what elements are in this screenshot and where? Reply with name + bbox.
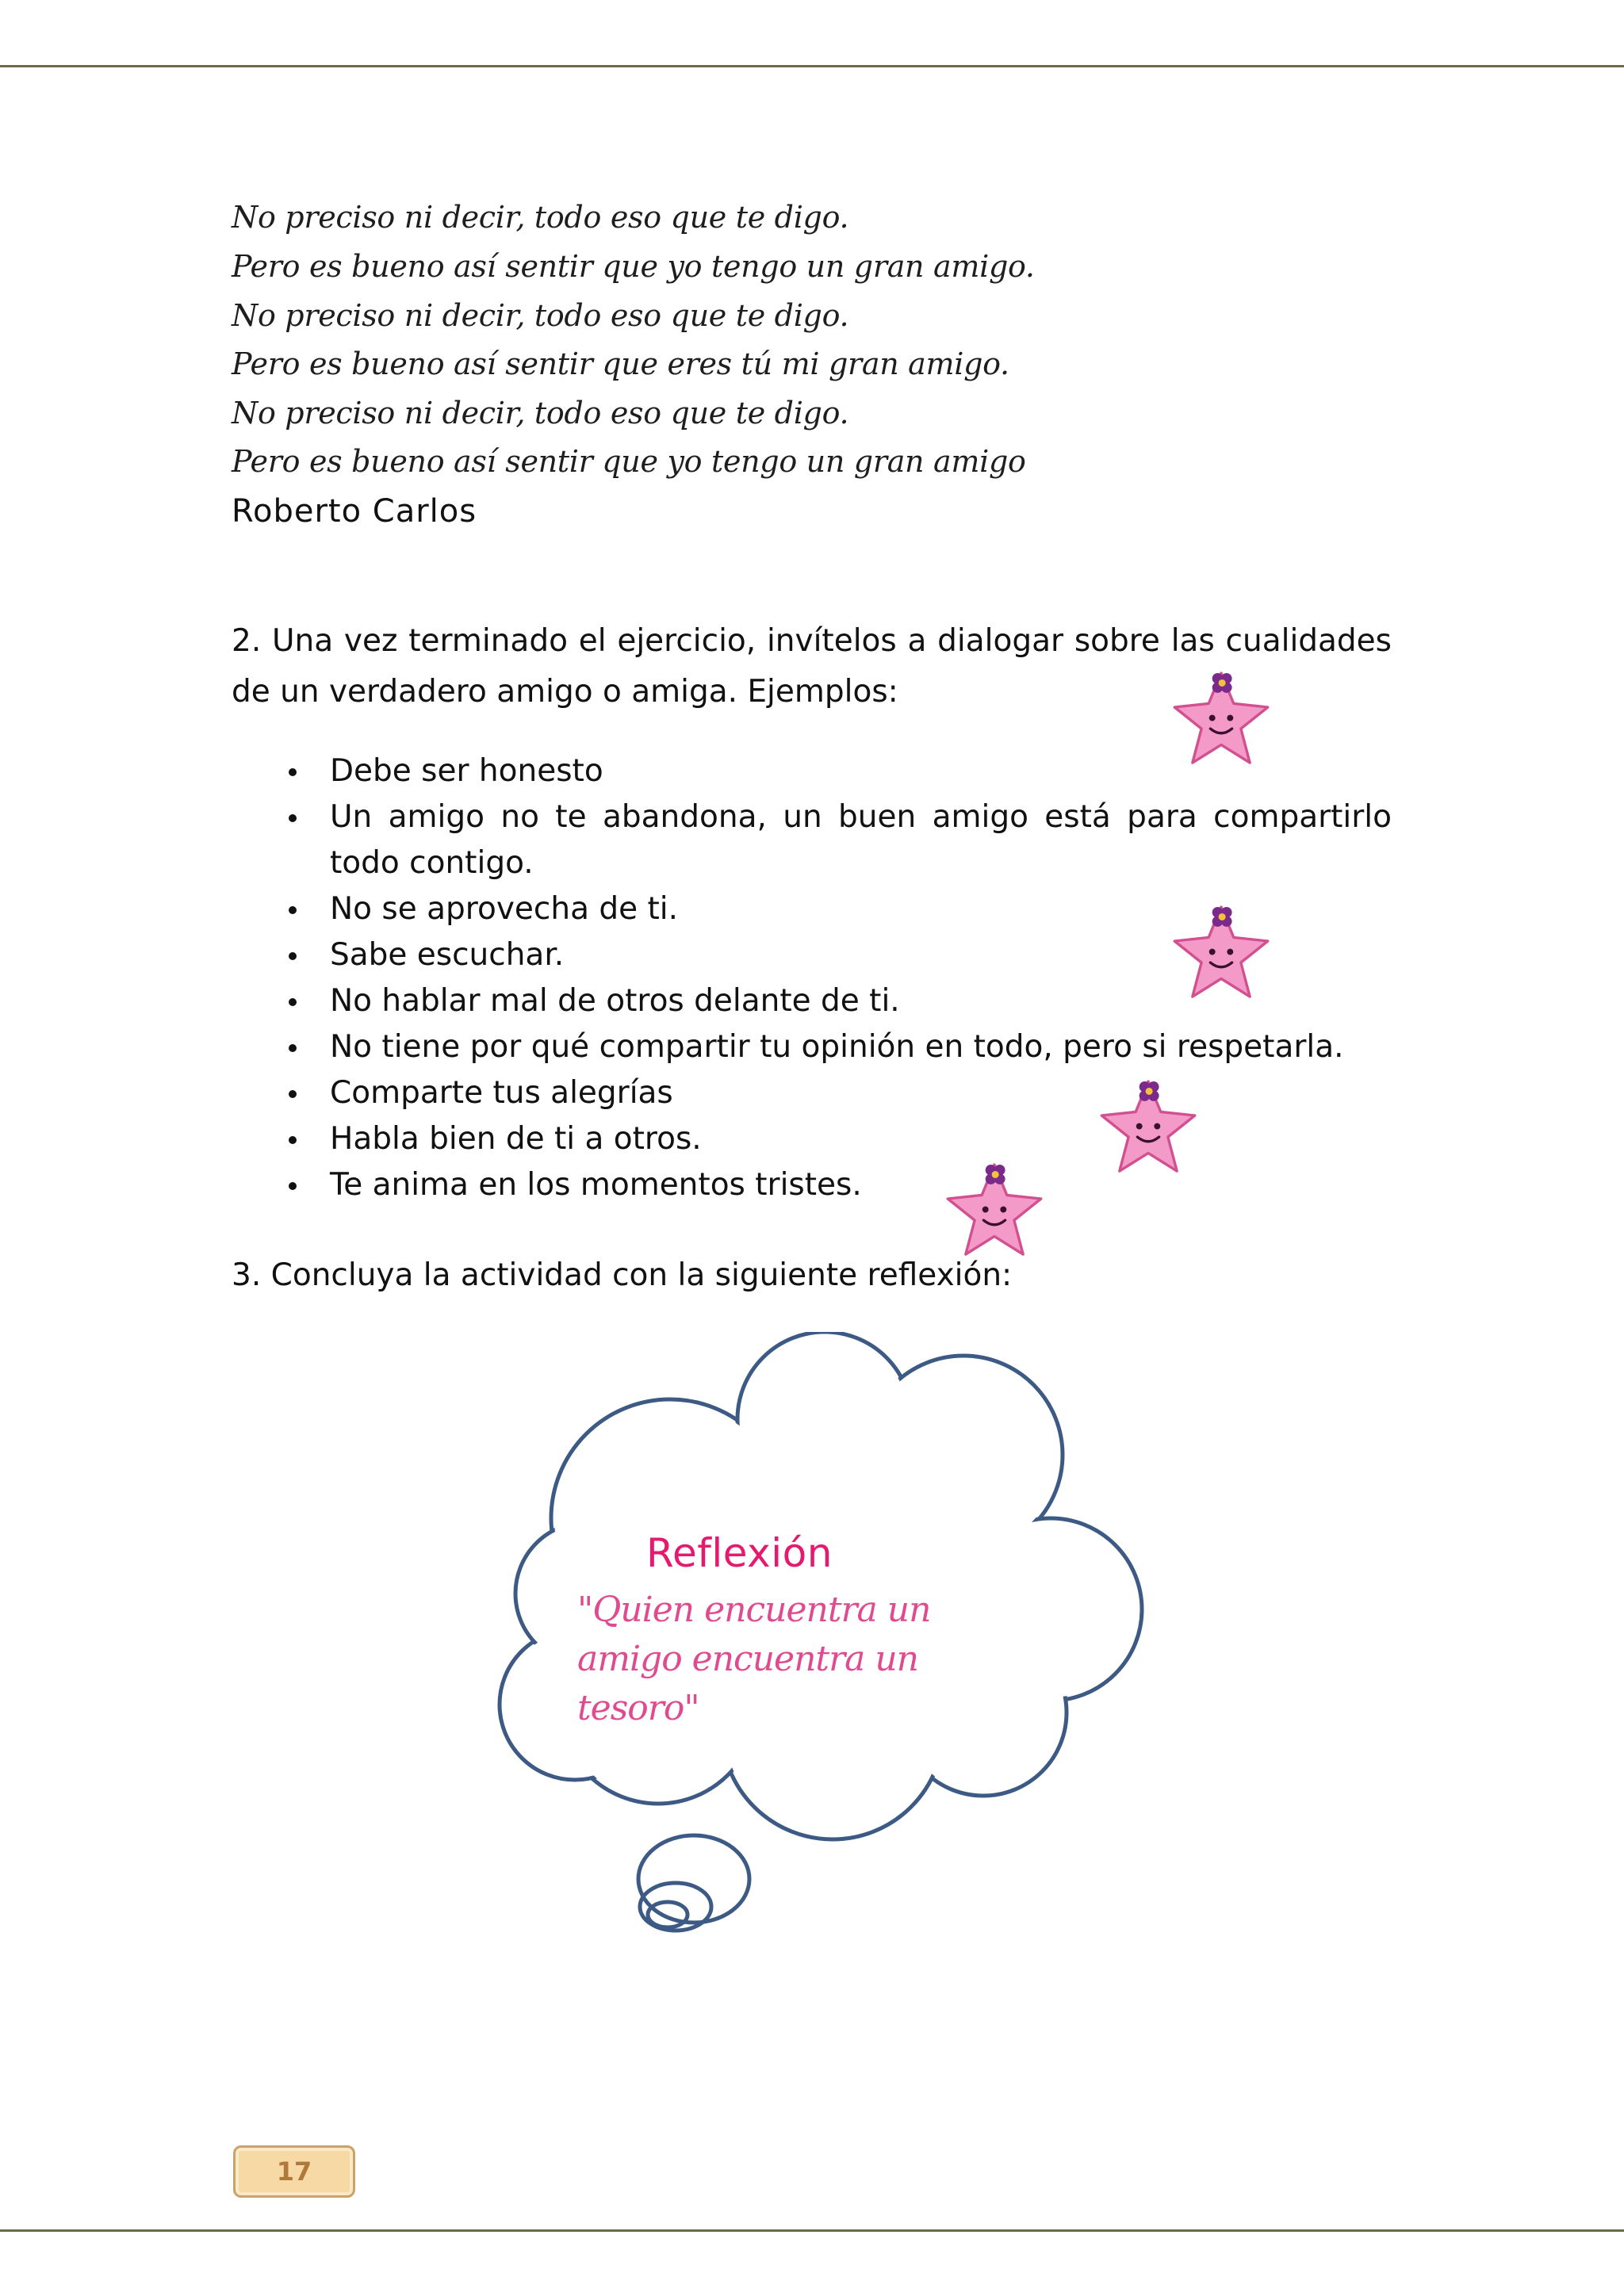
- reflection-title: Reflexión: [646, 1530, 833, 1576]
- list-item: Comparte tus alegrías: [232, 1070, 1392, 1116]
- smiling-star-icon: [1094, 1074, 1202, 1177]
- flower-icon: [1139, 1081, 1159, 1101]
- list-item: Habla bien de ti a otros.: [232, 1116, 1392, 1162]
- list-item: No hablar mal de otros delante de ti.: [232, 978, 1392, 1024]
- smiling-star-icon: [1167, 900, 1275, 1003]
- step-2-instruction: 2. Una vez terminado el ejercicio, invítelos a dialogar sobre las cualidades de un verdadero amigo o amiga. Ejemplos:: [232, 623, 1392, 710]
- poem-line: No preciso ni decir, todo eso que te digo.: [232, 396, 849, 430]
- poem-author: Roberto Carlos: [232, 493, 477, 530]
- poem-line: No preciso ni decir, todo eso que te digo.: [232, 298, 849, 333]
- list-item: Te anima en los momentos tristes.: [232, 1162, 1392, 1208]
- bullet-icon: [289, 1044, 297, 1052]
- bullet-icon: [289, 1182, 297, 1190]
- smiling-star-icon: [1167, 666, 1275, 769]
- bottom-rule: [0, 2229, 1624, 2232]
- list-item: Un amigo no te abandona, un buen amigo está para compartirlo todo contigo.: [232, 794, 1392, 886]
- poem-line: No preciso ni decir, todo eso que te digo.: [232, 200, 849, 235]
- bullet-icon: [289, 768, 297, 776]
- poem-line: Pero es bueno así sentir que yo tengo un gran amigo.: [232, 249, 1035, 284]
- flower-icon: [986, 1165, 1005, 1184]
- bullet-icon: [289, 814, 297, 822]
- list-item: No tiene por qué compartir tu opinión en todo, pero si respetarla.: [232, 1024, 1392, 1070]
- poem-line: Pero es bueno así sentir que yo tengo un gran amigo: [232, 444, 1026, 479]
- step-3-instruction: 3. Concluya la actividad con la siguiente reflexión:: [232, 1257, 1013, 1293]
- bullet-icon: [289, 998, 297, 1006]
- list-item: Sabe escuchar.: [232, 932, 1392, 978]
- bullet-icon: [289, 952, 297, 960]
- bullet-icon: [289, 1136, 297, 1144]
- smiling-star-icon: [940, 1158, 1048, 1261]
- flower-icon: [1212, 907, 1232, 927]
- reflection-quote: "Quien encuentra un amigo encuentra un tesoro": [577, 1590, 931, 1728]
- poem-line: Pero es bueno así sentir que eres tú mi gran amigo.: [232, 346, 1009, 381]
- page-number: 17: [233, 2145, 355, 2198]
- flower-icon: [1212, 673, 1232, 693]
- bullet-icon: [289, 1090, 297, 1098]
- list-item: Debe ser honesto: [232, 748, 1392, 794]
- list-item: No se aprovecha de ti.: [232, 886, 1392, 932]
- top-rule: [0, 65, 1624, 67]
- bullet-icon: [289, 906, 297, 914]
